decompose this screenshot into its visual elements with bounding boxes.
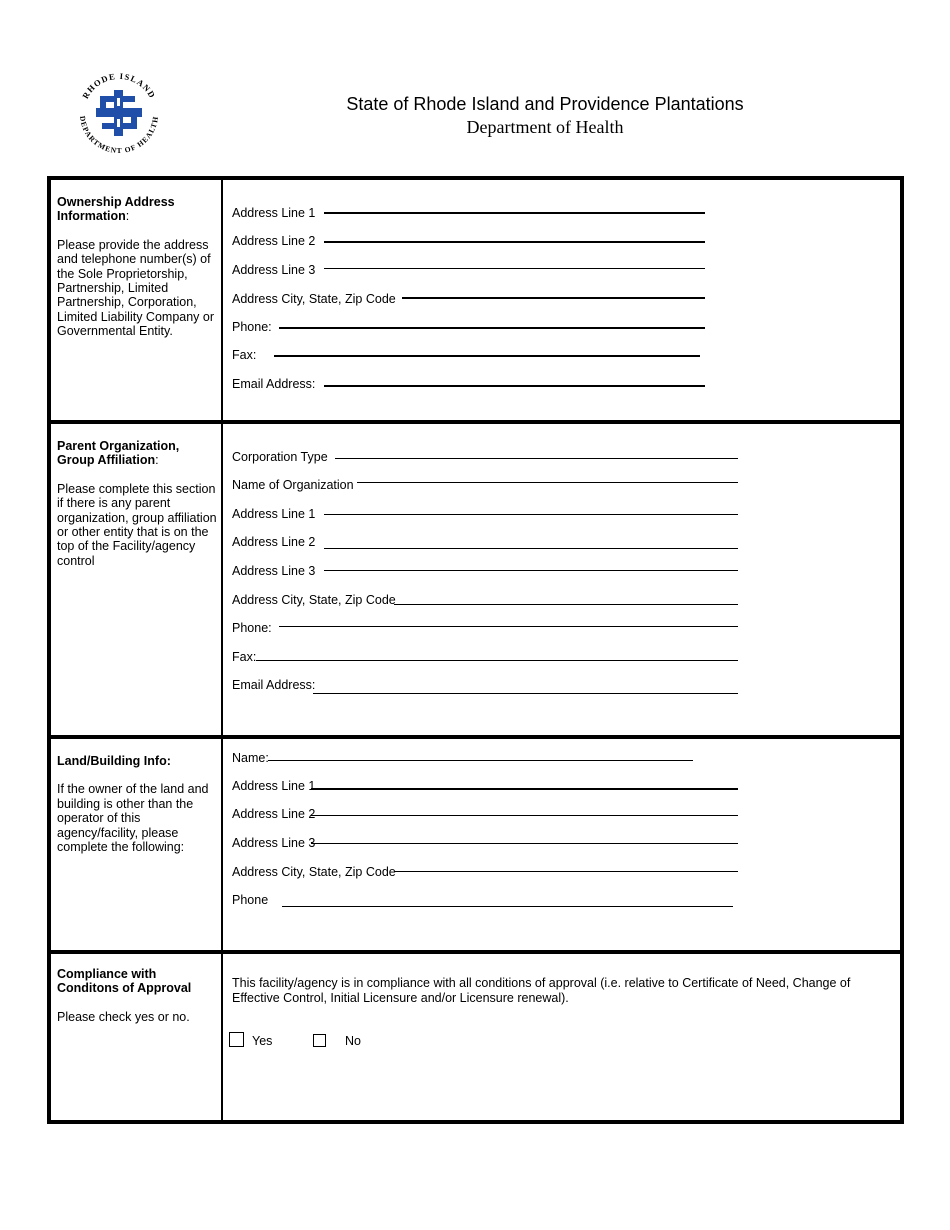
- ownership-city-state-zip-label: Address City, State, Zip Code: [232, 292, 396, 306]
- ownership-city-state-zip-field[interactable]: [402, 297, 705, 299]
- parent-address-line-1-label: Address Line 1: [232, 507, 316, 521]
- parent-fax-label: Fax:: [232, 650, 257, 664]
- ownership-title: Ownership Address Information: [57, 195, 175, 224]
- ownership-email-field[interactable]: [324, 385, 705, 387]
- compliance-statement: This facility/agency is in compliance with all conditions of approval (i.e. relative to Certificate of Need, Change of Effective Control, Initial Licensure and/or Licensure renewal).: [232, 976, 851, 1005]
- compliance-no-label: No: [345, 1034, 361, 1048]
- parent-organization-name-label: Name of Organization: [232, 478, 354, 492]
- compliance-yes-checkbox[interactable]: [229, 1032, 244, 1047]
- svg-text:RHODE ISLAND: RHODE ISLAND: [80, 70, 158, 101]
- land-city-state-zip-field[interactable]: [394, 871, 738, 872]
- ownership-address-line-2-label: Address Line 2: [232, 234, 316, 248]
- parent-address-line-3-label: Address Line 3: [232, 564, 316, 578]
- compliance-description: Please check yes or no.: [57, 1009, 190, 1024]
- ownership-section-label: [57, 195, 217, 339]
- parent-address-line-3-field[interactable]: [324, 570, 738, 571]
- ownership-phone-field[interactable]: [279, 327, 705, 329]
- ownership-address-line-1-field[interactable]: [324, 212, 705, 214]
- ownership-phone-label: Phone:: [232, 320, 272, 334]
- header-state-name: State of Rhode Island and Providence Plantations: [346, 94, 744, 114]
- ownership-fax-label: Fax:: [232, 348, 257, 362]
- land-address-line-1-label: Address Line 1: [232, 779, 316, 793]
- land-phone-label: Phone: [232, 893, 269, 907]
- parent-fax-field[interactable]: [256, 660, 738, 661]
- land-address-line-3-field[interactable]: [311, 843, 738, 844]
- land-address-line-2-field[interactable]: [311, 815, 738, 816]
- land-address-line-2-label: Address Line 2: [232, 807, 316, 821]
- ownership-email-label: Email Address:: [232, 377, 316, 391]
- ownership-address-line-3-label: Address Line 3: [232, 263, 316, 277]
- section-divider: [47, 420, 904, 424]
- parent-email-field[interactable]: [313, 693, 738, 694]
- parent-address-line-1-field[interactable]: [324, 514, 738, 515]
- land-phone-field[interactable]: [282, 906, 733, 907]
- header-department-name: Department of Health: [466, 117, 624, 137]
- section-divider: [47, 950, 904, 954]
- parent-organization-name-field[interactable]: [357, 482, 738, 483]
- compliance-no-checkbox[interactable]: [313, 1034, 326, 1047]
- ownership-address-line-2-field[interactable]: [324, 241, 705, 243]
- parent-email-label: Email Address:: [232, 678, 316, 692]
- land-description: If the owner of the land and building is other than the operator of this agency/facility, please complete the following:: [57, 782, 209, 855]
- compliance-section-label: [57, 967, 217, 1024]
- land-name-label: Name:: [232, 751, 269, 765]
- ownership-address-line-3-field[interactable]: [324, 268, 705, 269]
- ownership-description: Please provide the address and telephone number(s) of the Sole Proprietorship, Partnership, Limited Partnership, Corporation, Limited Liability Company or Governmental Entity.: [57, 237, 215, 339]
- land-name-field[interactable]: [268, 760, 693, 761]
- ownership-title-colon: :: [125, 209, 130, 224]
- parent-description: Please complete this section if there is any parent organization, group affiliation or other entity that is on the top of the Facility/agency control: [57, 481, 217, 568]
- parent-city-state-zip-label: Address City, State, Zip Code: [232, 593, 396, 607]
- compliance-title: Compliance with Conditons of Approval: [57, 967, 192, 996]
- land-address-line-3-label: Address Line 3: [232, 836, 316, 850]
- parent-corporation-type-field[interactable]: [335, 458, 738, 459]
- land-address-line-1-field[interactable]: [311, 788, 738, 790]
- ownership-address-line-1-label: Address Line 1: [232, 206, 316, 220]
- ownership-fax-field[interactable]: [274, 355, 700, 357]
- parent-section-label: [57, 439, 217, 568]
- svg-text:DEPARTMENT OF HEALTH: DEPARTMENT OF HEALTH: [77, 115, 161, 156]
- parent-title: Parent Organization, Group Affiliation: [57, 439, 180, 468]
- parent-phone-label: Phone:: [232, 621, 272, 635]
- land-section-label: [57, 754, 217, 854]
- parent-address-line-2-field[interactable]: [324, 548, 738, 549]
- section-divider: [47, 735, 904, 739]
- parent-corporation-type-label: Corporation Type: [232, 450, 328, 464]
- parent-phone-field[interactable]: [279, 626, 738, 627]
- compliance-yes-label: Yes: [252, 1034, 273, 1048]
- parent-address-line-2-label: Address Line 2: [232, 535, 316, 549]
- parent-city-state-zip-field[interactable]: [394, 604, 738, 605]
- land-city-state-zip-label: Address City, State, Zip Code: [232, 865, 396, 879]
- column-divider: [221, 176, 223, 1124]
- parent-title-colon: :: [155, 453, 159, 468]
- land-title: Land/Building Info:: [57, 754, 171, 768]
- ri-health-logo: [70, 68, 168, 160]
